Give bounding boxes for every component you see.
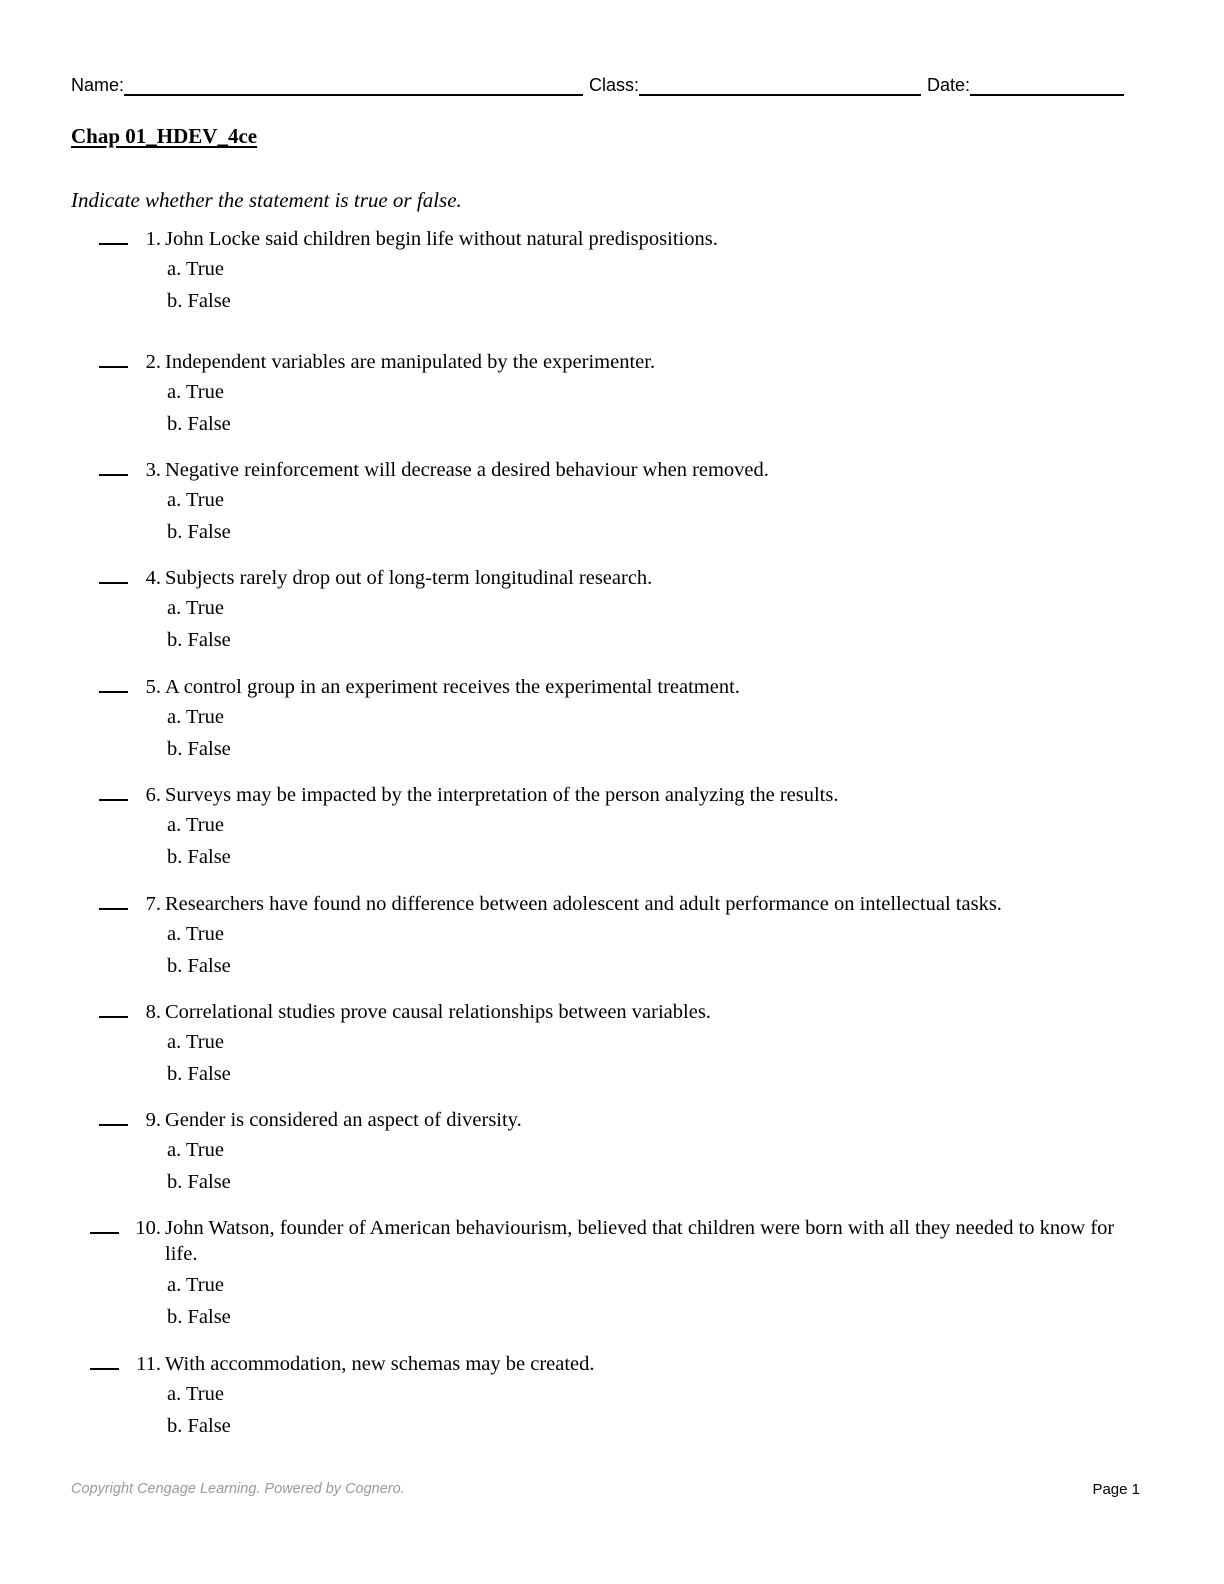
date-field[interactable] (970, 74, 1124, 96)
option-a[interactable]: a. True (167, 489, 224, 511)
option-a[interactable]: a. True (167, 1139, 224, 1161)
question-number: 5. (145, 676, 161, 698)
instruction-text: Indicate whether the statement is true or false. (71, 188, 462, 212)
name-label: Name: (71, 75, 125, 95)
question-text: A control group in an experiment receives the experimental treatment. (165, 676, 740, 698)
question-number: 10. (135, 1217, 161, 1239)
class-label: Class: (589, 75, 640, 95)
question-number: 1. (145, 228, 161, 250)
option-a[interactable]: a. True (167, 706, 224, 728)
question-number: 3. (145, 459, 161, 481)
question-number: 2. (145, 351, 161, 373)
option-a[interactable]: a. True (167, 1031, 224, 1053)
option-b[interactable]: b. False (167, 521, 231, 543)
question-text: Researchers have found no difference between adolescent and adult performance on intellectual tasks. (165, 893, 1002, 915)
class-field[interactable] (639, 74, 921, 96)
option-b[interactable]: b. False (167, 413, 231, 435)
option-b[interactable]: b. False (167, 955, 231, 977)
option-a[interactable]: a. True (167, 597, 224, 619)
question-number: 9. (145, 1109, 161, 1131)
option-a[interactable]: a. True (167, 1383, 224, 1405)
question-number: 7. (145, 893, 161, 915)
document-title: Chap 01_HDEV_4ce (71, 124, 258, 148)
question-text: John Watson, founder of American behaviourism, believed that children were born with all they needed to know for life. (165, 1217, 1115, 1265)
question-number: 11. (136, 1353, 161, 1375)
question-text: John Locke said children begin life without natural predispositions. (165, 228, 718, 250)
name-field[interactable] (124, 74, 583, 96)
question-text: Independent variables are manipulated by the experimenter. (165, 351, 656, 373)
option-b[interactable]: b. False (167, 1063, 231, 1085)
question-number: 4. (145, 567, 161, 589)
option-a[interactable]: a. True (167, 1274, 224, 1296)
question-text: Correlational studies prove causal relationships between variables. (165, 1001, 711, 1023)
page-number: Page 1 (1092, 1481, 1140, 1498)
option-b[interactable]: b. False (167, 1171, 231, 1193)
option-b[interactable]: b. False (167, 629, 231, 651)
question-number: 8. (145, 1001, 161, 1023)
question-text: Negative reinforcement will decrease a desired behaviour when removed. (165, 459, 769, 481)
question-text: Subjects rarely drop out of long-term longitudinal research. (165, 567, 653, 589)
option-a[interactable]: a. True (167, 814, 224, 836)
option-b[interactable]: b. False (167, 846, 231, 868)
header-fields (71, 72, 1141, 96)
option-b[interactable]: b. False (167, 738, 231, 760)
question-number: 6. (145, 784, 161, 806)
question-text: Gender is considered an aspect of diversity. (165, 1109, 522, 1131)
option-b[interactable]: b. False (167, 1415, 231, 1437)
option-a[interactable]: a. True (167, 381, 224, 403)
option-a[interactable]: a. True (167, 258, 224, 280)
option-b[interactable]: b. False (167, 290, 231, 312)
option-b[interactable]: b. False (167, 1306, 231, 1328)
question-text: With accommodation, new schemas may be created. (165, 1353, 595, 1375)
question-text: Surveys may be impacted by the interpretation of the person analyzing the results. (165, 784, 839, 806)
copyright-notice: Copyright Cengage Learning. Powered by Cognero. (71, 1481, 405, 1497)
date-label: Date: (927, 75, 971, 95)
option-a[interactable]: a. True (167, 923, 224, 945)
